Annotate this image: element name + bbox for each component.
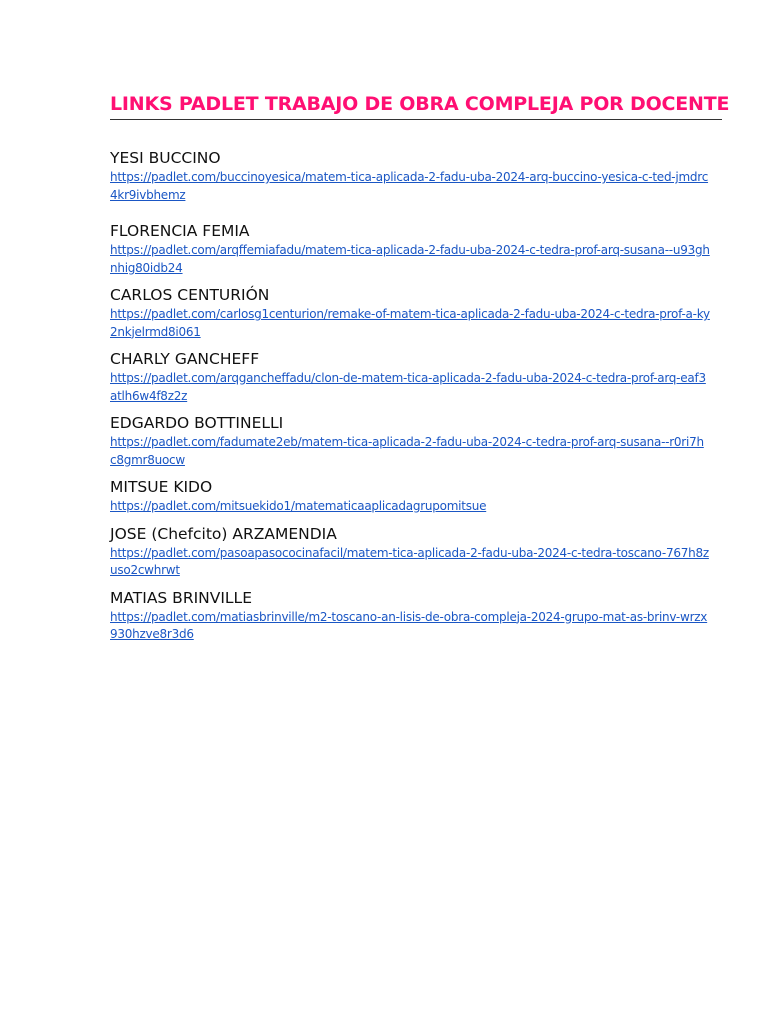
padlet-link[interactable]: https://padlet.com/fadumate2eb/matem-tica-aplicada-2-fadu-uba-2024-c-tedra-prof-arq-susana--r0ri7hc8gmr8uocw bbox=[110, 435, 704, 467]
padlet-link[interactable]: https://padlet.com/buccinoyesica/matem-tica-aplicada-2-fadu-uba-2024-arq-buccino-yesica-c-ted-jmdrc4kr9ivbhemz bbox=[110, 170, 709, 202]
document-page bbox=[110, 90, 730, 651]
padlet-link[interactable]: https://padlet.com/matiasbrinville/m2-toscano-an-lisis-de-obra-compleja-2024-grupo-mat-as-brinv-wrzx930hzve8r3d6 bbox=[110, 609, 708, 641]
list-item bbox=[110, 220, 722, 277]
document-title: LINKS PADLET TRABAJO DE OBRA COMPLEJA POR DOCENTE bbox=[110, 90, 722, 120]
list-item bbox=[110, 523, 722, 580]
padlet-link[interactable]: https://padlet.com/arqffemiafadu/matem-tica-aplicada-2-fadu-uba-2024-c-tedra-prof-arq-susana--u93ghnhig80idb24 bbox=[110, 243, 710, 275]
list-item bbox=[110, 412, 722, 469]
teacher-name: CARLOS CENTURIÓN bbox=[110, 286, 270, 304]
teacher-link-list bbox=[110, 147, 722, 644]
teacher-name: CHARLY GANCHEFF bbox=[110, 350, 260, 368]
teacher-name: MITSUE KIDO bbox=[110, 478, 213, 496]
list-item bbox=[110, 284, 722, 341]
teacher-name: FLORENCIA FEMIA bbox=[110, 222, 250, 240]
list-item bbox=[110, 476, 722, 516]
list-item bbox=[110, 348, 722, 405]
teacher-name: EDGARDO BOTTINELLI bbox=[110, 414, 284, 432]
list-item bbox=[110, 147, 722, 204]
list-item bbox=[110, 587, 722, 644]
padlet-link[interactable]: https://padlet.com/mitsuekido1/matematicaaplicadagrupomitsue bbox=[110, 499, 487, 513]
padlet-link[interactable]: https://padlet.com/arqgancheffadu/clon-de-matem-tica-aplicada-2-fadu-uba-2024-c-tedra-prof-arq-eaf3atlh6w4f8z2z bbox=[110, 371, 706, 403]
teacher-name: MATIAS BRINVILLE bbox=[110, 588, 252, 607]
teacher-name: JOSE (Chefcito) ARZAMENDIA bbox=[110, 524, 337, 543]
padlet-link[interactable]: https://padlet.com/pasoapasococinafacil/matem-tica-aplicada-2-fadu-uba-2024-c-tedra-toscano-767h8zuso2cwhrwt bbox=[110, 545, 709, 577]
teacher-name: YESI BUCCINO bbox=[110, 149, 221, 167]
padlet-link[interactable]: https://padlet.com/carlosg1centurion/remake-of-matem-tica-aplicada-2-fadu-uba-2024-c-tedra-prof-a-ky2nkjelrmd8i061 bbox=[110, 307, 710, 339]
